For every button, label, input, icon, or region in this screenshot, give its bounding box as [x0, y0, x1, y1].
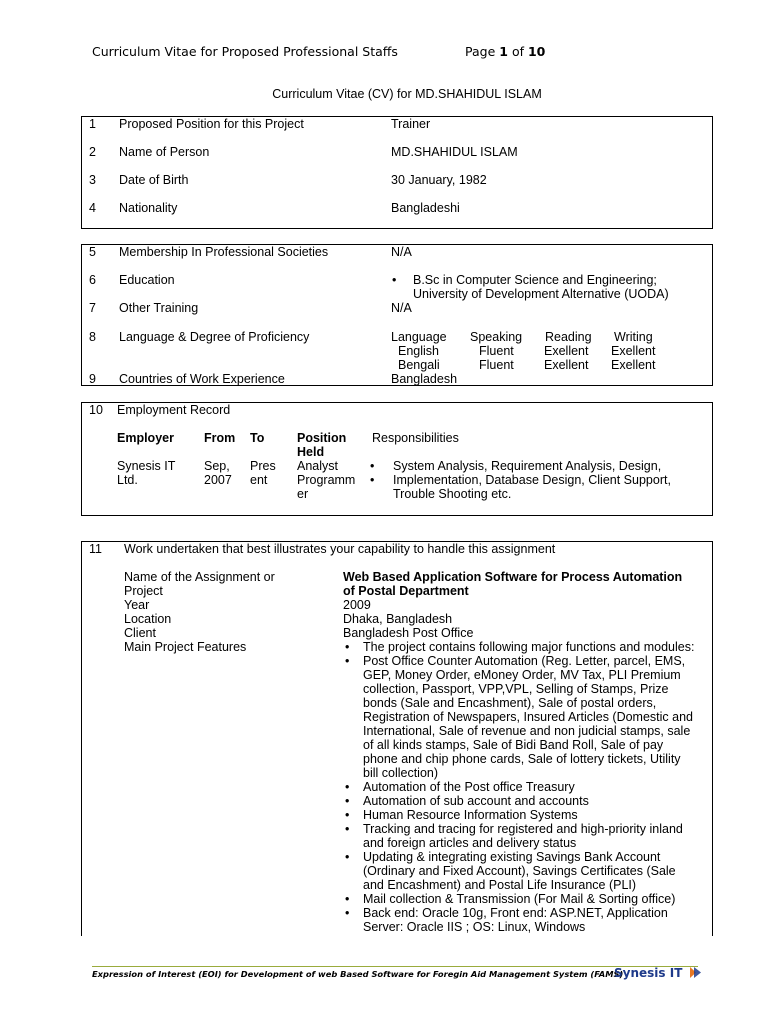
feature-item: • Updating & integrating existing Savings Bank Account (Ordinary and Fixed Account), Savings Certificates (Sale and Encashment) and Postal Life Insurance (PLI) — [343, 850, 713, 892]
work-box: 11 Work undertaken that best illustrates your capability to handle this assignment Name of the Assignment or Project Web Based Application Software for Process Automation of Postal Department Year 2009 Location Dhaka, Bangladesh Client Bangladesh Post Office Main Project Features • The project contains following major functions and modules: • Post Office Counter Automation (Reg. Letter, parcel, EMS, GEP, Money Order, eMoney Order, MV Tax, PLI Premium collection, Passport, VPP,VPL, Selling of Stamps, Prize bonds (Sale and Encashment), Sale of postal orders, Registration of Newspapers, Insured Articles (Domestic and International, Sale of revenue and non judicial stamps, sale of all kinds stamps, Sale of Bidi Band Roll, Sale of pay phone and chip phone cards, Sale of lottery tickets, Utility bill collection) • Automation of the Post office Treasury • Automation of sub account and accounts • Human Resource Information Systems • Tracking and tracing for registered and high-priority inland and foreign articles and delivery status • Updating & integrating existing Savings Bank Account (Ordinary and Fixed Account), Savings Certificates (Sale and Encashment) and Postal Life Insurance (PLI) • Mail collection & Transmission (For Mail & Sorting office) • Back end: Oracle 10g, Front end: ASP.NET, Application Server: Oracle IIS ; OS: Linux, Windows — [81, 541, 713, 936]
document-footer — [92, 966, 698, 985]
header-title: Curriculum Vitae for Proposed Professional Staffs — [92, 44, 398, 59]
footer-text: Expression of Interest (EOI) for Development of web Based Software for Foregin Aid Management System (FAMS) — [92, 969, 624, 979]
bullet-icon: • — [370, 459, 375, 473]
feature-item: • Post Office Counter Automation (Reg. Letter, parcel, EMS, GEP, Money Order, eMoney Order, MV Tax, PLI Premium collection, Passport, VPP,VPL, Selling of Stamps, Prize bonds (Sale and Encashment), Sale of postal orders, Registration of Newspapers, Insured Articles (Domestic and International, Sale of revenue and non judicial stamps, sale of all kinds stamps, Sale of Bidi Band Roll, Sale of pay phone and chip phone cards, Sale of lottery tickets, Utility bill collection) — [343, 654, 713, 780]
feature-item: • The project contains following major functions and modules: — [343, 640, 713, 654]
feature-item: • Automation of the Post office Treasury — [343, 780, 713, 794]
bullet-icon: • — [370, 473, 375, 487]
feature-item: • Tracking and tracing for registered and high-priority inland and foreign articles and delivery status — [343, 822, 713, 850]
feature-item: • Automation of sub account and accounts — [343, 794, 713, 808]
feature-item: • Back end: Oracle 10g, Front end: ASP.NET, Application Server: Oracle IIS ; OS: Linux, Windows — [343, 906, 713, 934]
document-header — [92, 44, 692, 60]
cv-title: Curriculum Vitae (CV) for MD.SHAHIDUL ISLAM — [272, 87, 542, 101]
logo-text: Synesis IT — [614, 966, 683, 980]
employment-box: 10 Employment Record Employer From To Position Held Responsibilities Synesis IT Ltd. Sep, 2007 Pres ent Analyst Programm er • System Analysis, Requirement Analysis, Design, • Implementation, Database Design, Client Support, Trouble Shooting etc. — [81, 402, 713, 516]
bullet-icon: • — [392, 273, 397, 287]
page-indicator: Page 1 of 10 — [465, 44, 546, 59]
feature-item: • Human Resource Information Systems — [343, 808, 713, 822]
logo-mark-icon — [689, 966, 702, 979]
company-logo — [614, 966, 702, 980]
feature-item: • Mail collection & Transmission (For Mail & Sorting office) — [343, 892, 713, 906]
personal-info-box: 1 Proposed Position for this Project Trainer 2 Name of Person MD.SHAHIDUL ISLAM 3 Date of Birth 30 January, 1982 4 Nationality Bangladeshi — [81, 116, 713, 229]
qualifications-box: 5 Membership In Professional Societies N/A 6 Education • B.Sc in Computer Science and Engineering; University of Development Alternative (UODA) 7 Other Training N/A 8 Language & Degree of Proficiency Language Speaking Reading Writing English Fluent Exellent Exellent Bengali Fluent Exellent Exellent 9 Countries of Work Experience Bangladesh — [81, 244, 713, 386]
features-list — [343, 640, 713, 934]
